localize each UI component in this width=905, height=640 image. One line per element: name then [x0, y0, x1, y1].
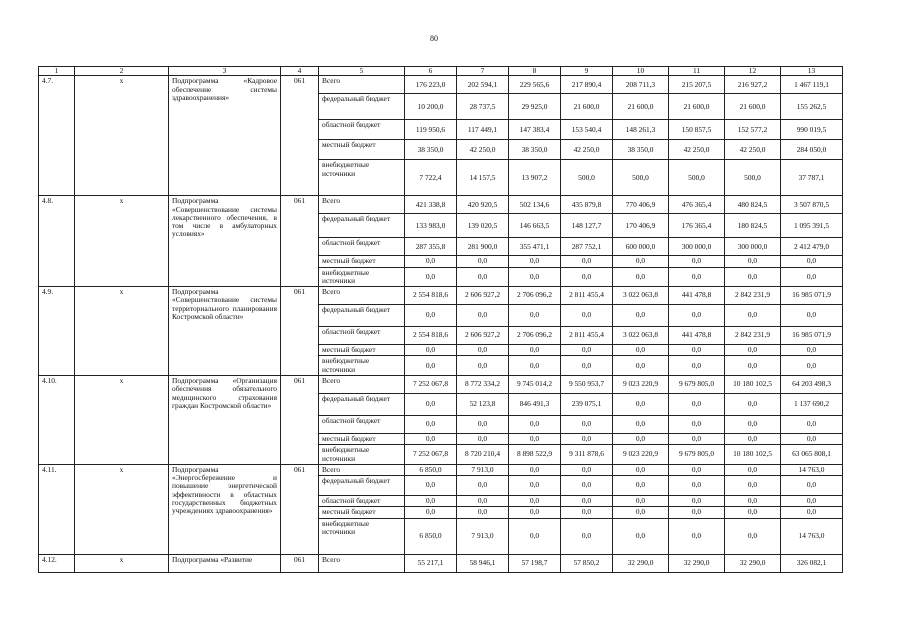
value-cell: 29 925,0 — [509, 94, 561, 120]
value-cell: 0,0 — [725, 507, 781, 518]
col-header-13: 13 — [781, 67, 843, 76]
value-cell: 2 606 927,2 — [457, 287, 509, 305]
value-cell: 2 842 231,9 — [725, 327, 781, 345]
value-cell: 176 365,4 — [669, 214, 725, 238]
funding-source: местный бюджет — [319, 345, 405, 356]
value-cell: 0,0 — [509, 476, 561, 496]
value-cell: 6 850,0 — [405, 518, 457, 554]
value-cell: 0,0 — [613, 256, 669, 267]
value-cell: 0,0 — [509, 345, 561, 356]
row-number: 4.7. — [39, 76, 75, 196]
value-cell: 0,0 — [457, 433, 509, 444]
value-cell: 7 722,4 — [405, 160, 457, 196]
executor-cell: х — [75, 287, 169, 376]
funding-source: Всего — [319, 196, 405, 214]
value-cell: 57 850,2 — [561, 554, 613, 572]
value-cell: 0,0 — [405, 415, 457, 433]
value-cell: 10 180 102,5 — [725, 445, 781, 465]
value-cell: 0,0 — [561, 267, 613, 287]
value-cell: 2 706 096,2 — [509, 327, 561, 345]
value-cell: 21 600,0 — [561, 94, 613, 120]
row-number: 4.11. — [39, 464, 75, 554]
value-cell: 0,0 — [509, 256, 561, 267]
value-cell: 0,0 — [509, 464, 561, 475]
value-cell: 0,0 — [561, 356, 613, 376]
code-cell: 061 — [281, 464, 319, 554]
row-number: 4.10. — [39, 375, 75, 464]
table-row — [39, 375, 843, 393]
value-cell: 0,0 — [781, 507, 843, 518]
value-cell: 0,0 — [669, 518, 725, 554]
value-cell: 0,0 — [725, 267, 781, 287]
program-name: Подпрограмма «Организация обеспечения обязательного медицинского страхования граждан Костромской области» — [169, 375, 281, 464]
funding-source: областной бюджет — [319, 496, 405, 507]
row-number: 4.8. — [39, 196, 75, 287]
value-cell: 476 365,4 — [669, 196, 725, 214]
value-cell: 421 338,8 — [405, 196, 457, 214]
value-cell: 215 207,5 — [669, 76, 725, 94]
value-cell: 0,0 — [613, 507, 669, 518]
funding-source: федеральный бюджет — [319, 393, 405, 415]
value-cell: 52 123,8 — [457, 393, 509, 415]
value-cell: 0,0 — [781, 256, 843, 267]
code-cell: 061 — [281, 76, 319, 196]
value-cell: 0,0 — [457, 356, 509, 376]
value-cell: 0,0 — [457, 476, 509, 496]
funding-source: Всего — [319, 287, 405, 305]
program-name: Подпрограмма «Совершенствование системы лекарственного обеспечения, в том числе в амбулаторных условиях» — [169, 196, 281, 287]
value-cell: 42 250,0 — [457, 140, 509, 160]
value-cell: 64 203 498,3 — [781, 375, 843, 393]
value-cell: 152 577,2 — [725, 120, 781, 140]
col-header-8: 8 — [509, 67, 561, 76]
value-cell: 8 898 522,9 — [509, 445, 561, 465]
value-cell: 7 913,0 — [457, 518, 509, 554]
col-header-12: 12 — [725, 67, 781, 76]
value-cell: 6 850,0 — [405, 464, 457, 475]
value-cell: 0,0 — [725, 345, 781, 356]
value-cell: 9 745 014,2 — [509, 375, 561, 393]
value-cell: 14 763,0 — [781, 464, 843, 475]
value-cell: 0,0 — [725, 305, 781, 327]
executor-cell: х — [75, 76, 169, 196]
value-cell: 846 491,3 — [509, 393, 561, 415]
value-cell: 0,0 — [669, 393, 725, 415]
funding-source: областной бюджет — [319, 120, 405, 140]
value-cell: 63 065 808,1 — [781, 445, 843, 465]
value-cell: 2 811 455,4 — [561, 287, 613, 305]
funding-source: местный бюджет — [319, 433, 405, 444]
value-cell: 14 157,5 — [457, 160, 509, 196]
value-cell: 0,0 — [725, 433, 781, 444]
value-cell: 0,0 — [781, 345, 843, 356]
value-cell: 0,0 — [781, 476, 843, 496]
funding-source: областной бюджет — [319, 238, 405, 256]
value-cell: 0,0 — [669, 305, 725, 327]
value-cell: 170 406,9 — [613, 214, 669, 238]
value-cell: 0,0 — [669, 415, 725, 433]
value-cell: 0,0 — [669, 464, 725, 475]
executor-cell: х — [75, 464, 169, 554]
value-cell: 0,0 — [613, 464, 669, 475]
value-cell: 0,0 — [457, 267, 509, 287]
value-cell: 0,0 — [613, 345, 669, 356]
value-cell: 3 022 063,8 — [613, 327, 669, 345]
value-cell: 16 985 071,9 — [781, 287, 843, 305]
value-cell: 0,0 — [725, 496, 781, 507]
value-cell: 0,0 — [405, 356, 457, 376]
value-cell: 147 383,4 — [509, 120, 561, 140]
value-cell: 0,0 — [405, 305, 457, 327]
col-header-4: 4 — [281, 67, 319, 76]
value-cell: 8 720 210,4 — [457, 445, 509, 465]
value-cell: 139 020,5 — [457, 214, 509, 238]
funding-source: внебюджетные источники — [319, 267, 405, 287]
value-cell: 0,0 — [725, 464, 781, 475]
value-cell: 0,0 — [405, 256, 457, 267]
value-cell: 600 000,0 — [613, 238, 669, 256]
value-cell: 480 824,5 — [725, 196, 781, 214]
value-cell: 10 200,0 — [405, 94, 457, 120]
value-cell: 155 262,5 — [781, 94, 843, 120]
value-cell: 0,0 — [669, 256, 725, 267]
value-cell: 9 023 220,9 — [613, 445, 669, 465]
value-cell: 21 600,0 — [669, 94, 725, 120]
funding-source: областной бюджет — [319, 415, 405, 433]
value-cell: 0,0 — [669, 476, 725, 496]
value-cell: 202 594,1 — [457, 76, 509, 94]
value-cell: 0,0 — [457, 415, 509, 433]
col-header-1: 1 — [39, 67, 75, 76]
value-cell: 9 023 220,9 — [613, 375, 669, 393]
value-cell: 441 478,8 — [669, 287, 725, 305]
value-cell: 0,0 — [725, 518, 781, 554]
value-cell: 3 507 870,5 — [781, 196, 843, 214]
value-cell: 300 000,0 — [725, 238, 781, 256]
value-cell: 0,0 — [669, 345, 725, 356]
value-cell: 239 075,1 — [561, 393, 613, 415]
value-cell: 0,0 — [405, 433, 457, 444]
value-cell: 0,0 — [457, 256, 509, 267]
value-cell: 21 600,0 — [725, 94, 781, 120]
table-row — [39, 196, 843, 214]
value-cell: 2 554 818,6 — [405, 327, 457, 345]
value-cell: 0,0 — [457, 507, 509, 518]
program-name: Подпрограмма «Энергосбережение и повышение энергетической эффективности в областных государственных бюджетных учреждениях здравоохранения» — [169, 464, 281, 554]
funding-source: местный бюджет — [319, 256, 405, 267]
table-row — [39, 76, 843, 94]
value-cell: 326 082,1 — [781, 554, 843, 572]
value-cell: 32 290,0 — [613, 554, 669, 572]
value-cell: 0,0 — [669, 433, 725, 444]
value-cell: 0,0 — [613, 305, 669, 327]
table-row — [39, 287, 843, 305]
code-cell: 061 — [281, 287, 319, 376]
value-cell: 153 540,4 — [561, 120, 613, 140]
value-cell: 0,0 — [509, 356, 561, 376]
value-cell: 0,0 — [509, 267, 561, 287]
value-cell: 180 824,5 — [725, 214, 781, 238]
code-cell: 061 — [281, 375, 319, 464]
row-number: 4.12. — [39, 554, 75, 572]
value-cell: 0,0 — [613, 393, 669, 415]
col-header-9: 9 — [561, 67, 613, 76]
value-cell: 0,0 — [781, 305, 843, 327]
value-cell: 0,0 — [405, 393, 457, 415]
value-cell: 0,0 — [509, 518, 561, 554]
value-cell: 0,0 — [405, 267, 457, 287]
value-cell: 0,0 — [725, 256, 781, 267]
value-cell: 287 752,1 — [561, 238, 613, 256]
value-cell: 0,0 — [509, 433, 561, 444]
value-cell: 1 095 391,5 — [781, 214, 843, 238]
value-cell: 0,0 — [561, 345, 613, 356]
value-cell: 229 565,6 — [509, 76, 561, 94]
value-cell: 42 250,0 — [669, 140, 725, 160]
value-cell: 990 019,5 — [781, 120, 843, 140]
funding-source: Всего — [319, 76, 405, 94]
value-cell: 9 550 953,7 — [561, 375, 613, 393]
value-cell: 0,0 — [509, 496, 561, 507]
value-cell: 2 554 818,6 — [405, 287, 457, 305]
funding-source: Всего — [319, 554, 405, 572]
value-cell: 0,0 — [561, 415, 613, 433]
col-header-11: 11 — [669, 67, 725, 76]
value-cell: 0,0 — [613, 267, 669, 287]
value-cell: 10 180 102,5 — [725, 375, 781, 393]
value-cell: 300 000,0 — [669, 238, 725, 256]
value-cell: 500,0 — [613, 160, 669, 196]
value-cell: 420 920,5 — [457, 196, 509, 214]
value-cell: 7 913,0 — [457, 464, 509, 475]
executor-cell: х — [75, 375, 169, 464]
value-cell: 148 127,7 — [561, 214, 613, 238]
value-cell: 500,0 — [725, 160, 781, 196]
budget-table — [38, 66, 843, 573]
value-cell: 14 763,0 — [781, 518, 843, 554]
value-cell: 13 907,2 — [509, 160, 561, 196]
value-cell: 42 250,0 — [725, 140, 781, 160]
value-cell: 0,0 — [613, 433, 669, 444]
executor-cell: х — [75, 196, 169, 287]
program-name: Подпрограмма «Развитие — [169, 554, 281, 572]
value-cell: 37 787,1 — [781, 160, 843, 196]
funding-source: федеральный бюджет — [319, 94, 405, 120]
value-cell: 0,0 — [561, 476, 613, 496]
value-cell: 32 290,0 — [725, 554, 781, 572]
value-cell: 2 842 231,9 — [725, 287, 781, 305]
value-cell: 0,0 — [561, 256, 613, 267]
value-cell: 0,0 — [405, 496, 457, 507]
value-cell: 7 252 067,8 — [405, 445, 457, 465]
value-cell: 2 706 096,2 — [509, 287, 561, 305]
value-cell: 0,0 — [781, 415, 843, 433]
code-cell: 061 — [281, 196, 319, 287]
value-cell: 0,0 — [457, 305, 509, 327]
value-cell: 42 250,0 — [561, 140, 613, 160]
value-cell: 38 350,0 — [613, 140, 669, 160]
value-cell: 0,0 — [781, 496, 843, 507]
value-cell: 502 134,6 — [509, 196, 561, 214]
value-cell: 0,0 — [613, 518, 669, 554]
value-cell: 287 355,8 — [405, 238, 457, 256]
value-cell: 7 252 067,8 — [405, 375, 457, 393]
value-cell: 355 471,1 — [509, 238, 561, 256]
value-cell: 0,0 — [561, 305, 613, 327]
value-cell: 0,0 — [561, 507, 613, 518]
funding-source: федеральный бюджет — [319, 214, 405, 238]
value-cell: 28 737,5 — [457, 94, 509, 120]
row-number: 4.9. — [39, 287, 75, 376]
value-cell: 119 950,6 — [405, 120, 457, 140]
funding-source: внебюджетные источники — [319, 518, 405, 554]
value-cell: 146 663,5 — [509, 214, 561, 238]
value-cell: 281 900,0 — [457, 238, 509, 256]
value-cell: 117 449,1 — [457, 120, 509, 140]
value-cell: 32 290,0 — [669, 554, 725, 572]
header-row — [39, 67, 843, 76]
value-cell: 2 412 479,0 — [781, 238, 843, 256]
funding-source: внебюджетные источники — [319, 160, 405, 196]
value-cell: 500,0 — [669, 160, 725, 196]
value-cell: 0,0 — [509, 415, 561, 433]
value-cell: 8 772 334,2 — [457, 375, 509, 393]
program-name: Подпрограмма «Кадровое обеспечение системы здравоохранения» — [169, 76, 281, 196]
value-cell: 0,0 — [669, 356, 725, 376]
col-header-3: 3 — [169, 67, 281, 76]
funding-source: Всего — [319, 464, 405, 475]
value-cell: 216 927,2 — [725, 76, 781, 94]
value-cell: 441 478,8 — [669, 327, 725, 345]
funding-source: внебюджетные источники — [319, 356, 405, 376]
value-cell: 0,0 — [509, 507, 561, 518]
value-cell: 0,0 — [669, 496, 725, 507]
value-cell: 500,0 — [561, 160, 613, 196]
value-cell: 2 811 455,4 — [561, 327, 613, 345]
value-cell: 0,0 — [457, 345, 509, 356]
value-cell: 0,0 — [613, 356, 669, 376]
funding-source: Всего — [319, 375, 405, 393]
value-cell: 284 050,0 — [781, 140, 843, 160]
value-cell: 0,0 — [669, 507, 725, 518]
value-cell: 0,0 — [725, 393, 781, 415]
executor-cell: х — [75, 554, 169, 572]
col-header-2: 2 — [75, 67, 169, 76]
table-row — [39, 554, 843, 572]
value-cell: 1 467 119,1 — [781, 76, 843, 94]
value-cell: 208 711,3 — [613, 76, 669, 94]
code-cell: 061 — [281, 554, 319, 572]
value-cell: 0,0 — [405, 345, 457, 356]
program-name: Подпрограмма «Совершенствование системы территориального планирования Костромской области» — [169, 287, 281, 376]
value-cell: 0,0 — [561, 464, 613, 475]
value-cell: 0,0 — [781, 267, 843, 287]
col-header-6: 6 — [405, 67, 457, 76]
funding-source: федеральный бюджет — [319, 476, 405, 496]
funding-source: местный бюджет — [319, 507, 405, 518]
funding-source: областной бюджет — [319, 327, 405, 345]
value-cell: 770 406,9 — [613, 196, 669, 214]
value-cell: 0,0 — [613, 415, 669, 433]
value-cell: 0,0 — [669, 267, 725, 287]
col-header-7: 7 — [457, 67, 509, 76]
value-cell: 21 600,0 — [613, 94, 669, 120]
value-cell: 0,0 — [613, 496, 669, 507]
value-cell: 0,0 — [781, 433, 843, 444]
funding-source: федеральный бюджет — [319, 305, 405, 327]
value-cell: 2 606 927,2 — [457, 327, 509, 345]
value-cell: 0,0 — [561, 518, 613, 554]
table-row — [39, 464, 843, 475]
value-cell: 38 350,0 — [405, 140, 457, 160]
value-cell: 38 350,0 — [509, 140, 561, 160]
value-cell: 0,0 — [405, 507, 457, 518]
value-cell: 0,0 — [725, 415, 781, 433]
value-cell: 435 879,8 — [561, 196, 613, 214]
value-cell: 176 223,0 — [405, 76, 457, 94]
value-cell: 3 022 063,8 — [613, 287, 669, 305]
value-cell: 0,0 — [457, 496, 509, 507]
value-cell: 9 311 878,6 — [561, 445, 613, 465]
value-cell: 148 261,3 — [613, 120, 669, 140]
funding-source: местный бюджет — [319, 140, 405, 160]
value-cell: 0,0 — [561, 433, 613, 444]
value-cell: 150 857,5 — [669, 120, 725, 140]
value-cell: 9 679 805,0 — [669, 375, 725, 393]
col-header-5: 5 — [319, 67, 405, 76]
value-cell: 0,0 — [405, 476, 457, 496]
value-cell: 9 679 805,0 — [669, 445, 725, 465]
value-cell: 58 946,1 — [457, 554, 509, 572]
value-cell: 55 217,1 — [405, 554, 457, 572]
col-header-10: 10 — [613, 67, 669, 76]
value-cell: 0,0 — [509, 305, 561, 327]
value-cell: 57 198,7 — [509, 554, 561, 572]
value-cell: 0,0 — [613, 476, 669, 496]
value-cell: 0,0 — [725, 476, 781, 496]
value-cell: 1 137 690,2 — [781, 393, 843, 415]
table-body — [39, 76, 843, 572]
funding-source: внебюджетные источники — [319, 445, 405, 465]
value-cell: 217 890,4 — [561, 76, 613, 94]
value-cell: 0,0 — [781, 356, 843, 376]
value-cell: 133 983,0 — [405, 214, 457, 238]
value-cell: 0,0 — [561, 496, 613, 507]
value-cell: 16 985 071,9 — [781, 327, 843, 345]
value-cell: 0,0 — [725, 356, 781, 376]
page-number: 80 — [430, 34, 438, 43]
